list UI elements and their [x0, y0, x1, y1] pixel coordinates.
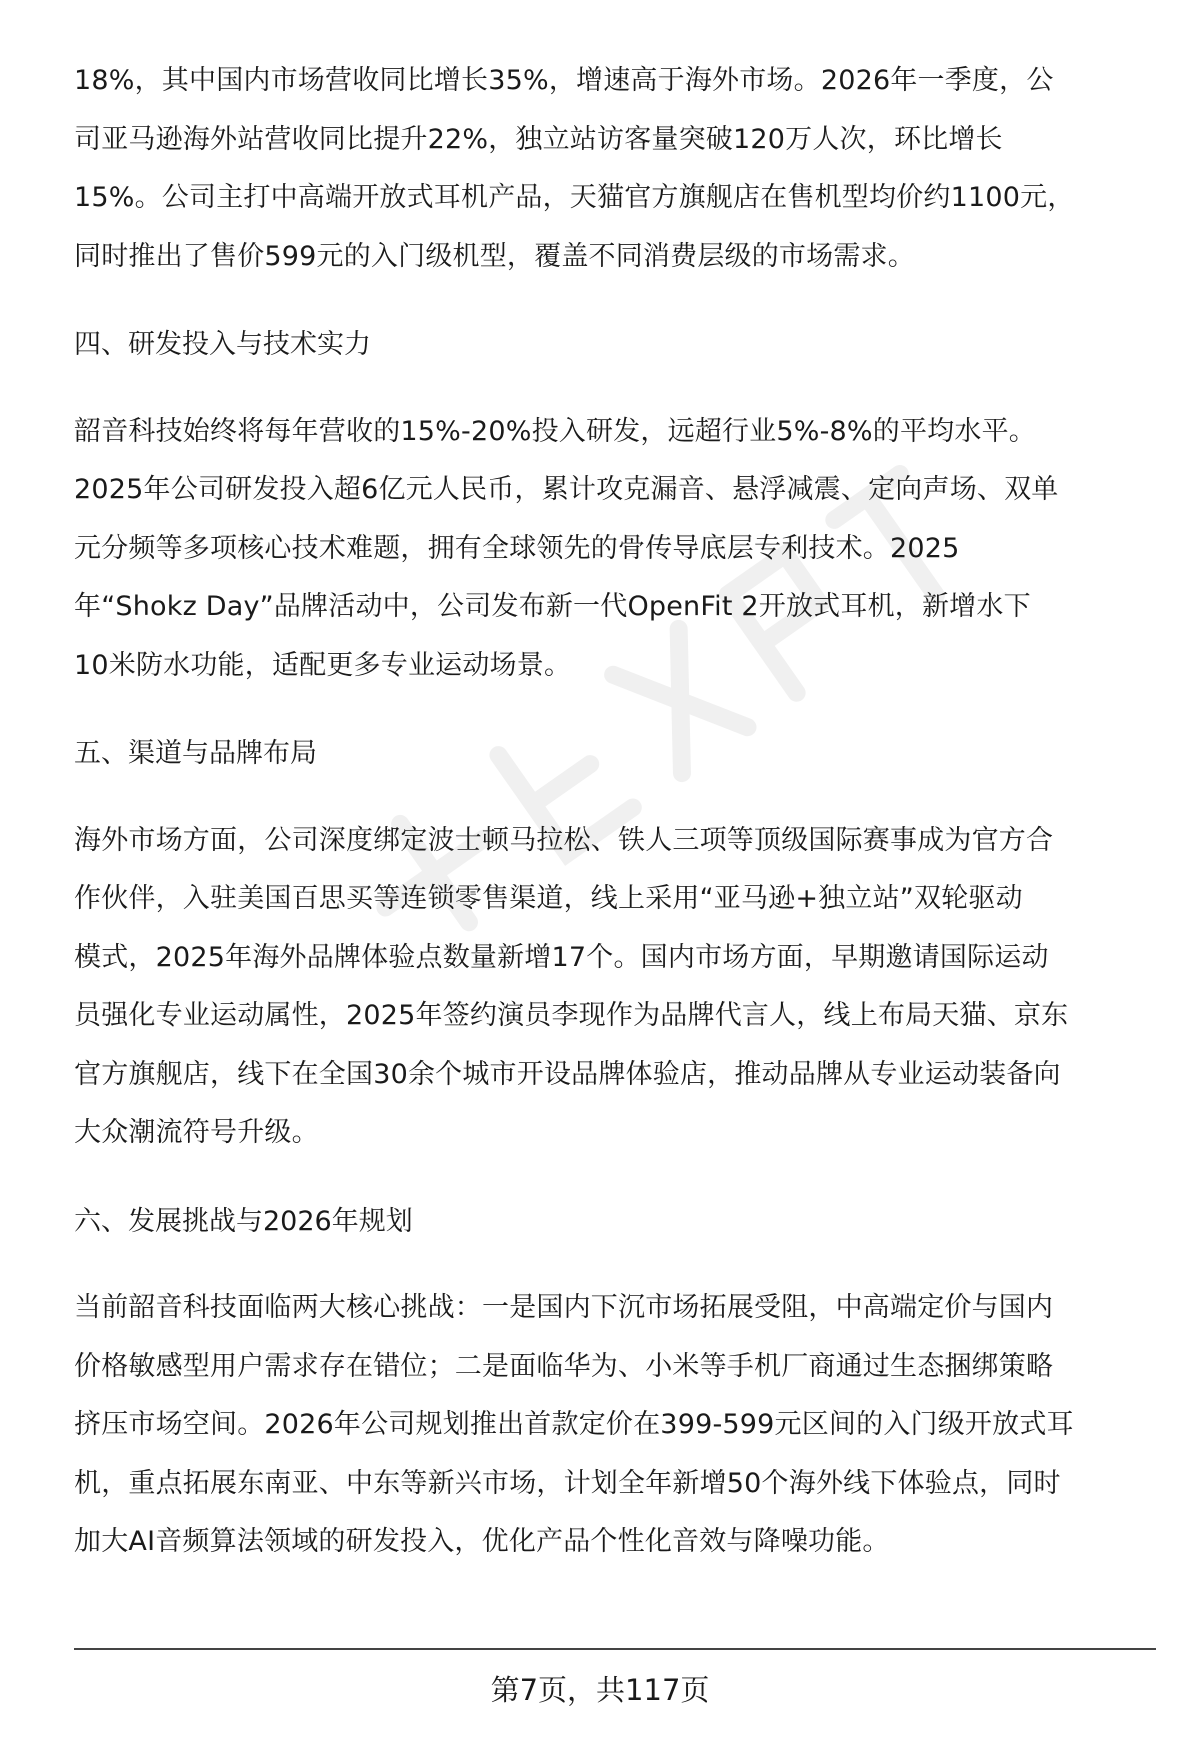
- text-line: 加大AI音频算法领域的研发投入，优化产品个性化音效与降噪功能。: [74, 1526, 890, 1557]
- text-line: 官方旗舰店，线下在全国30余个城市开设品牌体验店，推动品牌从专业运动装备向: [74, 1058, 1061, 1090]
- text-line: 10米防水功能，适配更多专业运动场景。: [74, 649, 572, 681]
- paragraph-rd: [74, 403, 1164, 696]
- text-line: 年“Shokz Day”品牌活动中，公司发布新一代OpenFit 2开放式耳机，新增水下: [74, 591, 1031, 622]
- paragraph-market-revenue: [74, 52, 1164, 286]
- page-number: 第7页，共117页: [490, 1673, 710, 1707]
- paragraph-channels: [74, 812, 1164, 1163]
- section-heading-rd: 四、研发投入与技术实力: [74, 329, 371, 360]
- text-line: 元分频等多项核心技术难题，拥有全球领先的骨传导底层专利技术。2025: [74, 532, 960, 564]
- section-heading-channels: 五、渠道与品牌布局: [74, 738, 317, 769]
- text-line: 海外市场方面，公司深度绑定波士顿马拉松、铁人三项等顶级国际赛事成为官方合: [74, 824, 1054, 856]
- text-line: 韶音科技始终将每年营收的15%-20%投入研发，远超行业5%-8%的平均水平。: [74, 415, 1036, 447]
- text-line: 模式，2025年海外品牌体验点数量新增17个。国内市场方面，早期邀请国际运动: [74, 941, 1049, 973]
- text-line: 价格敏感型用户需求存在错位；二是面临华为、小米等手机厂商通过生态捆绑策略: [74, 1350, 1054, 1382]
- text-line: 作伙伴，入驻美国百思买等连锁零售渠道，线上采用“亚马逊+独立站”双轮驱动: [74, 883, 1023, 914]
- text-line: 2025年公司研发投入超6亿元人民币，累计攻克漏音、悬浮减震、定向声场、双单: [74, 474, 1059, 505]
- text-line: 机，重点拓展东南亚、中东等新兴市场，计划全年新增50个海外线下体验点，同时: [74, 1467, 1061, 1499]
- footer-divider: [74, 1648, 1156, 1650]
- text-line: 当前韶音科技面临两大核心挑战：一是国内下沉市场拓展受阻，中高端定价与国内: [74, 1292, 1054, 1323]
- text-line: 司亚马逊海外站营收同比提升22%，独立站访客量突破120万人次，环比增长: [74, 123, 1003, 155]
- document-body: [74, 52, 1164, 1572]
- section-heading-challenges: 六、发展挑战与2026年规划: [74, 1205, 413, 1237]
- text-line: 员强化专业运动属性，2025年签约演员李现作为品牌代言人，线上布局天猫、京东: [74, 1000, 1069, 1031]
- text-line: 同时推出了售价599元的入门级机型，覆盖不同消费层级的市场需求。: [74, 240, 915, 272]
- text-line: 大众潮流符号升级。: [74, 1117, 319, 1148]
- text-line: 挤压市场空间。2026年公司规划推出首款定价在399-599元区间的入门级开放式耳: [74, 1409, 1074, 1440]
- text-line: 15%。公司主打中高端开放式耳机产品，天猫官方旗舰店在售机型均价约1100元，: [74, 182, 1075, 213]
- paragraph-challenges: [74, 1279, 1164, 1572]
- text-line: 18%，其中国内市场营收同比增长35%，增速高于海外市场。2026年一季度，公: [74, 65, 1054, 96]
